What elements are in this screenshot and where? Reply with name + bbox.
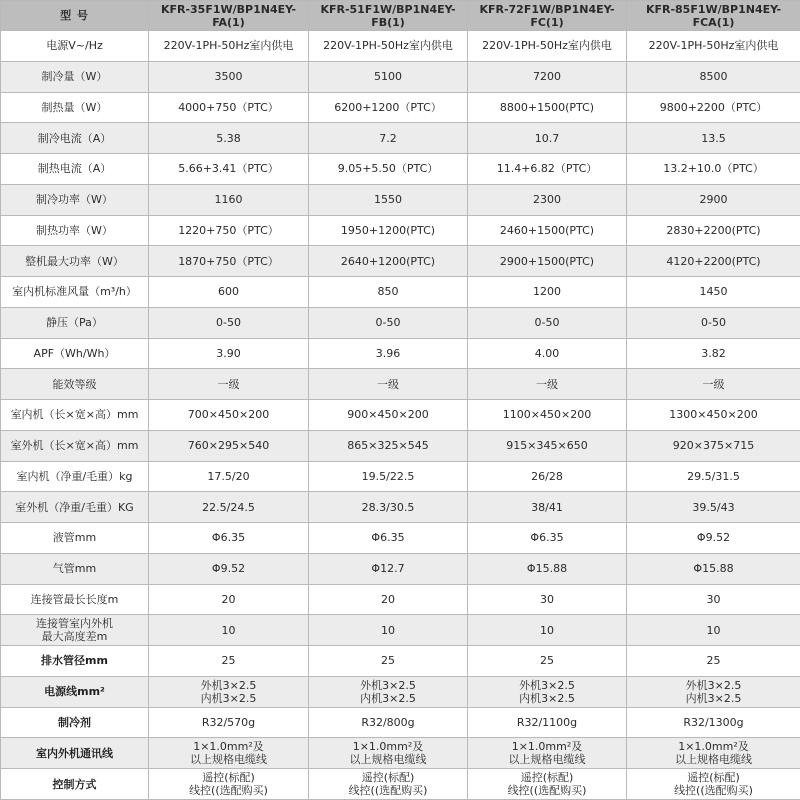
row-label: 室外机（净重/毛重）KG <box>1 492 149 523</box>
value-cell-model-1: 外机3×2.5 内机3×2.5 <box>149 676 309 707</box>
table-row <box>1 553 800 584</box>
table-row <box>1 123 800 154</box>
value-cell-model-3: 7200 <box>468 61 627 92</box>
value-cell-model-4: 8500 <box>627 61 800 92</box>
value-cell-model-3: 26/28 <box>468 461 627 492</box>
value-cell-model-4: 29.5/31.5 <box>627 461 800 492</box>
value-cell-model-1: Φ9.52 <box>149 553 309 584</box>
header-label-cell: 型 号 <box>1 1 149 31</box>
value-cell-model-3: 915×345×650 <box>468 430 627 461</box>
value-cell-model-2: 28.3/30.5 <box>309 492 468 523</box>
table-row <box>1 492 800 523</box>
row-label: 制热电流（A） <box>1 154 149 185</box>
table-row <box>1 246 800 277</box>
value-cell-model-3: 遥控(标配) 线控((选配购买) <box>468 769 627 800</box>
value-cell-model-1: 600 <box>149 277 309 308</box>
table-header <box>1 1 800 31</box>
value-cell-model-2: 20 <box>309 584 468 615</box>
value-cell-model-3: 11.4+6.82（PTC） <box>468 154 627 185</box>
value-cell-model-1: 一级 <box>149 369 309 400</box>
row-label: 制冷剂 <box>1 707 149 738</box>
row-label: 制冷量（W） <box>1 61 149 92</box>
value-cell-model-1: 5.66+3.41（PTC） <box>149 154 309 185</box>
value-cell-model-1: 3500 <box>149 61 309 92</box>
value-cell-model-1: 1160 <box>149 184 309 215</box>
model-header-2: KFR-51F1W/BP1N4EY-FB(1) <box>309 1 468 31</box>
table-row <box>1 676 800 707</box>
value-cell-model-3: 220V-1PH-50Hz室内供电 <box>468 31 627 62</box>
value-cell-model-1: 5.38 <box>149 123 309 154</box>
value-cell-model-2: 一级 <box>309 369 468 400</box>
table-row <box>1 215 800 246</box>
value-cell-model-2: 850 <box>309 277 468 308</box>
table-row <box>1 154 800 185</box>
value-cell-model-1: 25 <box>149 646 309 677</box>
row-label: APF（Wh/Wh） <box>1 338 149 369</box>
value-cell-model-3: 一级 <box>468 369 627 400</box>
row-label: 静压（Pa） <box>1 307 149 338</box>
value-cell-model-1: 0-50 <box>149 307 309 338</box>
value-cell-model-4: 2900 <box>627 184 800 215</box>
value-cell-model-3: 8800+1500(PTC) <box>468 92 627 123</box>
row-label: 制热量（W） <box>1 92 149 123</box>
value-cell-model-1: 700×450×200 <box>149 400 309 431</box>
value-cell-model-2: 220V-1PH-50Hz室内供电 <box>309 31 468 62</box>
value-cell-model-1: 10 <box>149 615 309 646</box>
value-cell-model-2: 10 <box>309 615 468 646</box>
table-row <box>1 277 800 308</box>
value-cell-model-2: 25 <box>309 646 468 677</box>
value-cell-model-4: 13.5 <box>627 123 800 154</box>
value-cell-model-2: 19.5/22.5 <box>309 461 468 492</box>
value-cell-model-2: R32/800g <box>309 707 468 738</box>
value-cell-model-2: 1×1.0mm²及 以上规格电缆线 <box>309 738 468 769</box>
value-cell-model-4: 1450 <box>627 277 800 308</box>
value-cell-model-1: Φ6.35 <box>149 523 309 554</box>
value-cell-model-2: 5100 <box>309 61 468 92</box>
row-label: 电源线mm² <box>1 676 149 707</box>
value-cell-model-2: 865×325×545 <box>309 430 468 461</box>
table-row <box>1 338 800 369</box>
table-row <box>1 184 800 215</box>
value-cell-model-2: 3.96 <box>309 338 468 369</box>
value-cell-model-4: 0-50 <box>627 307 800 338</box>
value-cell-model-3: 30 <box>468 584 627 615</box>
value-cell-model-1: 3.90 <box>149 338 309 369</box>
table-row <box>1 461 800 492</box>
value-cell-model-1: 760×295×540 <box>149 430 309 461</box>
value-cell-model-4: 1300×450×200 <box>627 400 800 431</box>
value-cell-model-1: R32/570g <box>149 707 309 738</box>
value-cell-model-4: 10 <box>627 615 800 646</box>
row-label: 室内外机通讯线 <box>1 738 149 769</box>
value-cell-model-1: 1870+750（PTC） <box>149 246 309 277</box>
value-cell-model-3: 10.7 <box>468 123 627 154</box>
value-cell-model-2: 遥控(标配) 线控((选配购买) <box>309 769 468 800</box>
row-label: 排水管径mm <box>1 646 149 677</box>
model-header-4: KFR-85F1W/BP1N4EY-FCA(1) <box>627 1 800 31</box>
value-cell-model-2: 外机3×2.5 内机3×2.5 <box>309 676 468 707</box>
row-label: 室内机（净重/毛重）kg <box>1 461 149 492</box>
value-cell-model-1: 1220+750（PTC） <box>149 215 309 246</box>
row-label: 控制方式 <box>1 769 149 800</box>
row-label: 室内机（长×宽×高）mm <box>1 400 149 431</box>
table-row <box>1 369 800 400</box>
value-cell-model-2: 900×450×200 <box>309 400 468 431</box>
value-cell-model-1: 220V-1PH-50Hz室内供电 <box>149 31 309 62</box>
value-cell-model-4: 2830+2200(PTC) <box>627 215 800 246</box>
row-label: 整机最大功率（W） <box>1 246 149 277</box>
value-cell-model-2: 0-50 <box>309 307 468 338</box>
value-cell-model-4: 920×375×715 <box>627 430 800 461</box>
value-cell-model-4: 3.82 <box>627 338 800 369</box>
value-cell-model-4: 13.2+10.0（PTC） <box>627 154 800 185</box>
row-label: 液管mm <box>1 523 149 554</box>
value-cell-model-2: 1550 <box>309 184 468 215</box>
value-cell-model-4: 220V-1PH-50Hz室内供电 <box>627 31 800 62</box>
value-cell-model-4: 一级 <box>627 369 800 400</box>
value-cell-model-2: 6200+1200（PTC） <box>309 92 468 123</box>
table-row <box>1 31 800 62</box>
value-cell-model-3: 10 <box>468 615 627 646</box>
value-cell-model-4: 39.5/43 <box>627 492 800 523</box>
value-cell-model-4: Φ9.52 <box>627 523 800 554</box>
table-row <box>1 523 800 554</box>
table-row <box>1 769 800 800</box>
model-header-3: KFR-72F1W/BP1N4EY-FC(1) <box>468 1 627 31</box>
row-label: 制热功率（W） <box>1 215 149 246</box>
value-cell-model-3: 4.00 <box>468 338 627 369</box>
row-label: 制冷电流（A） <box>1 123 149 154</box>
value-cell-model-3: Φ6.35 <box>468 523 627 554</box>
table-row <box>1 646 800 677</box>
value-cell-model-3: 1200 <box>468 277 627 308</box>
table-row <box>1 307 800 338</box>
table-row <box>1 92 800 123</box>
value-cell-model-2: Φ6.35 <box>309 523 468 554</box>
value-cell-model-4: Φ15.88 <box>627 553 800 584</box>
table-row <box>1 707 800 738</box>
value-cell-model-3: 外机3×2.5 内机3×2.5 <box>468 676 627 707</box>
value-cell-model-4: 外机3×2.5 内机3×2.5 <box>627 676 800 707</box>
table-body <box>1 31 800 800</box>
value-cell-model-4: 4120+2200(PTC) <box>627 246 800 277</box>
value-cell-model-4: 1×1.0mm²及 以上规格电缆线 <box>627 738 800 769</box>
value-cell-model-2: Φ12.7 <box>309 553 468 584</box>
row-label: 气管mm <box>1 553 149 584</box>
value-cell-model-4: 遥控(标配) 线控((选配购买) <box>627 769 800 800</box>
value-cell-model-1: 遥控(标配) 线控((选配购买) <box>149 769 309 800</box>
value-cell-model-3: 25 <box>468 646 627 677</box>
value-cell-model-1: 20 <box>149 584 309 615</box>
value-cell-model-3: 2900+1500(PTC) <box>468 246 627 277</box>
value-cell-model-1: 17.5/20 <box>149 461 309 492</box>
value-cell-model-3: R32/1100g <box>468 707 627 738</box>
value-cell-model-4: R32/1300g <box>627 707 800 738</box>
model-header-1: KFR-35F1W/BP1N4EY-FA(1) <box>149 1 309 31</box>
row-label: 电源V~/Hz <box>1 31 149 62</box>
table-row <box>1 584 800 615</box>
value-cell-model-3: 38/41 <box>468 492 627 523</box>
table-row <box>1 61 800 92</box>
row-label: 连接管最长长度m <box>1 584 149 615</box>
row-label: 室内机标准风量（m³/h） <box>1 277 149 308</box>
value-cell-model-3: 1×1.0mm²及 以上规格电缆线 <box>468 738 627 769</box>
row-label: 连接管室内外机 最大高度差m <box>1 615 149 646</box>
value-cell-model-3: 1100×450×200 <box>468 400 627 431</box>
table-row <box>1 615 800 646</box>
table-row <box>1 400 800 431</box>
value-cell-model-4: 9800+2200（PTC） <box>627 92 800 123</box>
value-cell-model-2: 1950+1200(PTC) <box>309 215 468 246</box>
table-row <box>1 430 800 461</box>
value-cell-model-4: 30 <box>627 584 800 615</box>
row-label: 制冷功率（W） <box>1 184 149 215</box>
row-label: 室外机（长×宽×高）mm <box>1 430 149 461</box>
header-row <box>1 1 800 31</box>
value-cell-model-3: Φ15.88 <box>468 553 627 584</box>
value-cell-model-2: 2640+1200(PTC) <box>309 246 468 277</box>
row-label: 能效等级 <box>1 369 149 400</box>
value-cell-model-2: 9.05+5.50（PTC） <box>309 154 468 185</box>
table-row <box>1 738 800 769</box>
value-cell-model-2: 7.2 <box>309 123 468 154</box>
value-cell-model-4: 25 <box>627 646 800 677</box>
value-cell-model-1: 22.5/24.5 <box>149 492 309 523</box>
value-cell-model-3: 0-50 <box>468 307 627 338</box>
value-cell-model-3: 2460+1500(PTC) <box>468 215 627 246</box>
value-cell-model-3: 2300 <box>468 184 627 215</box>
value-cell-model-1: 4000+750（PTC） <box>149 92 309 123</box>
value-cell-model-1: 1×1.0mm²及 以上规格电缆线 <box>149 738 309 769</box>
